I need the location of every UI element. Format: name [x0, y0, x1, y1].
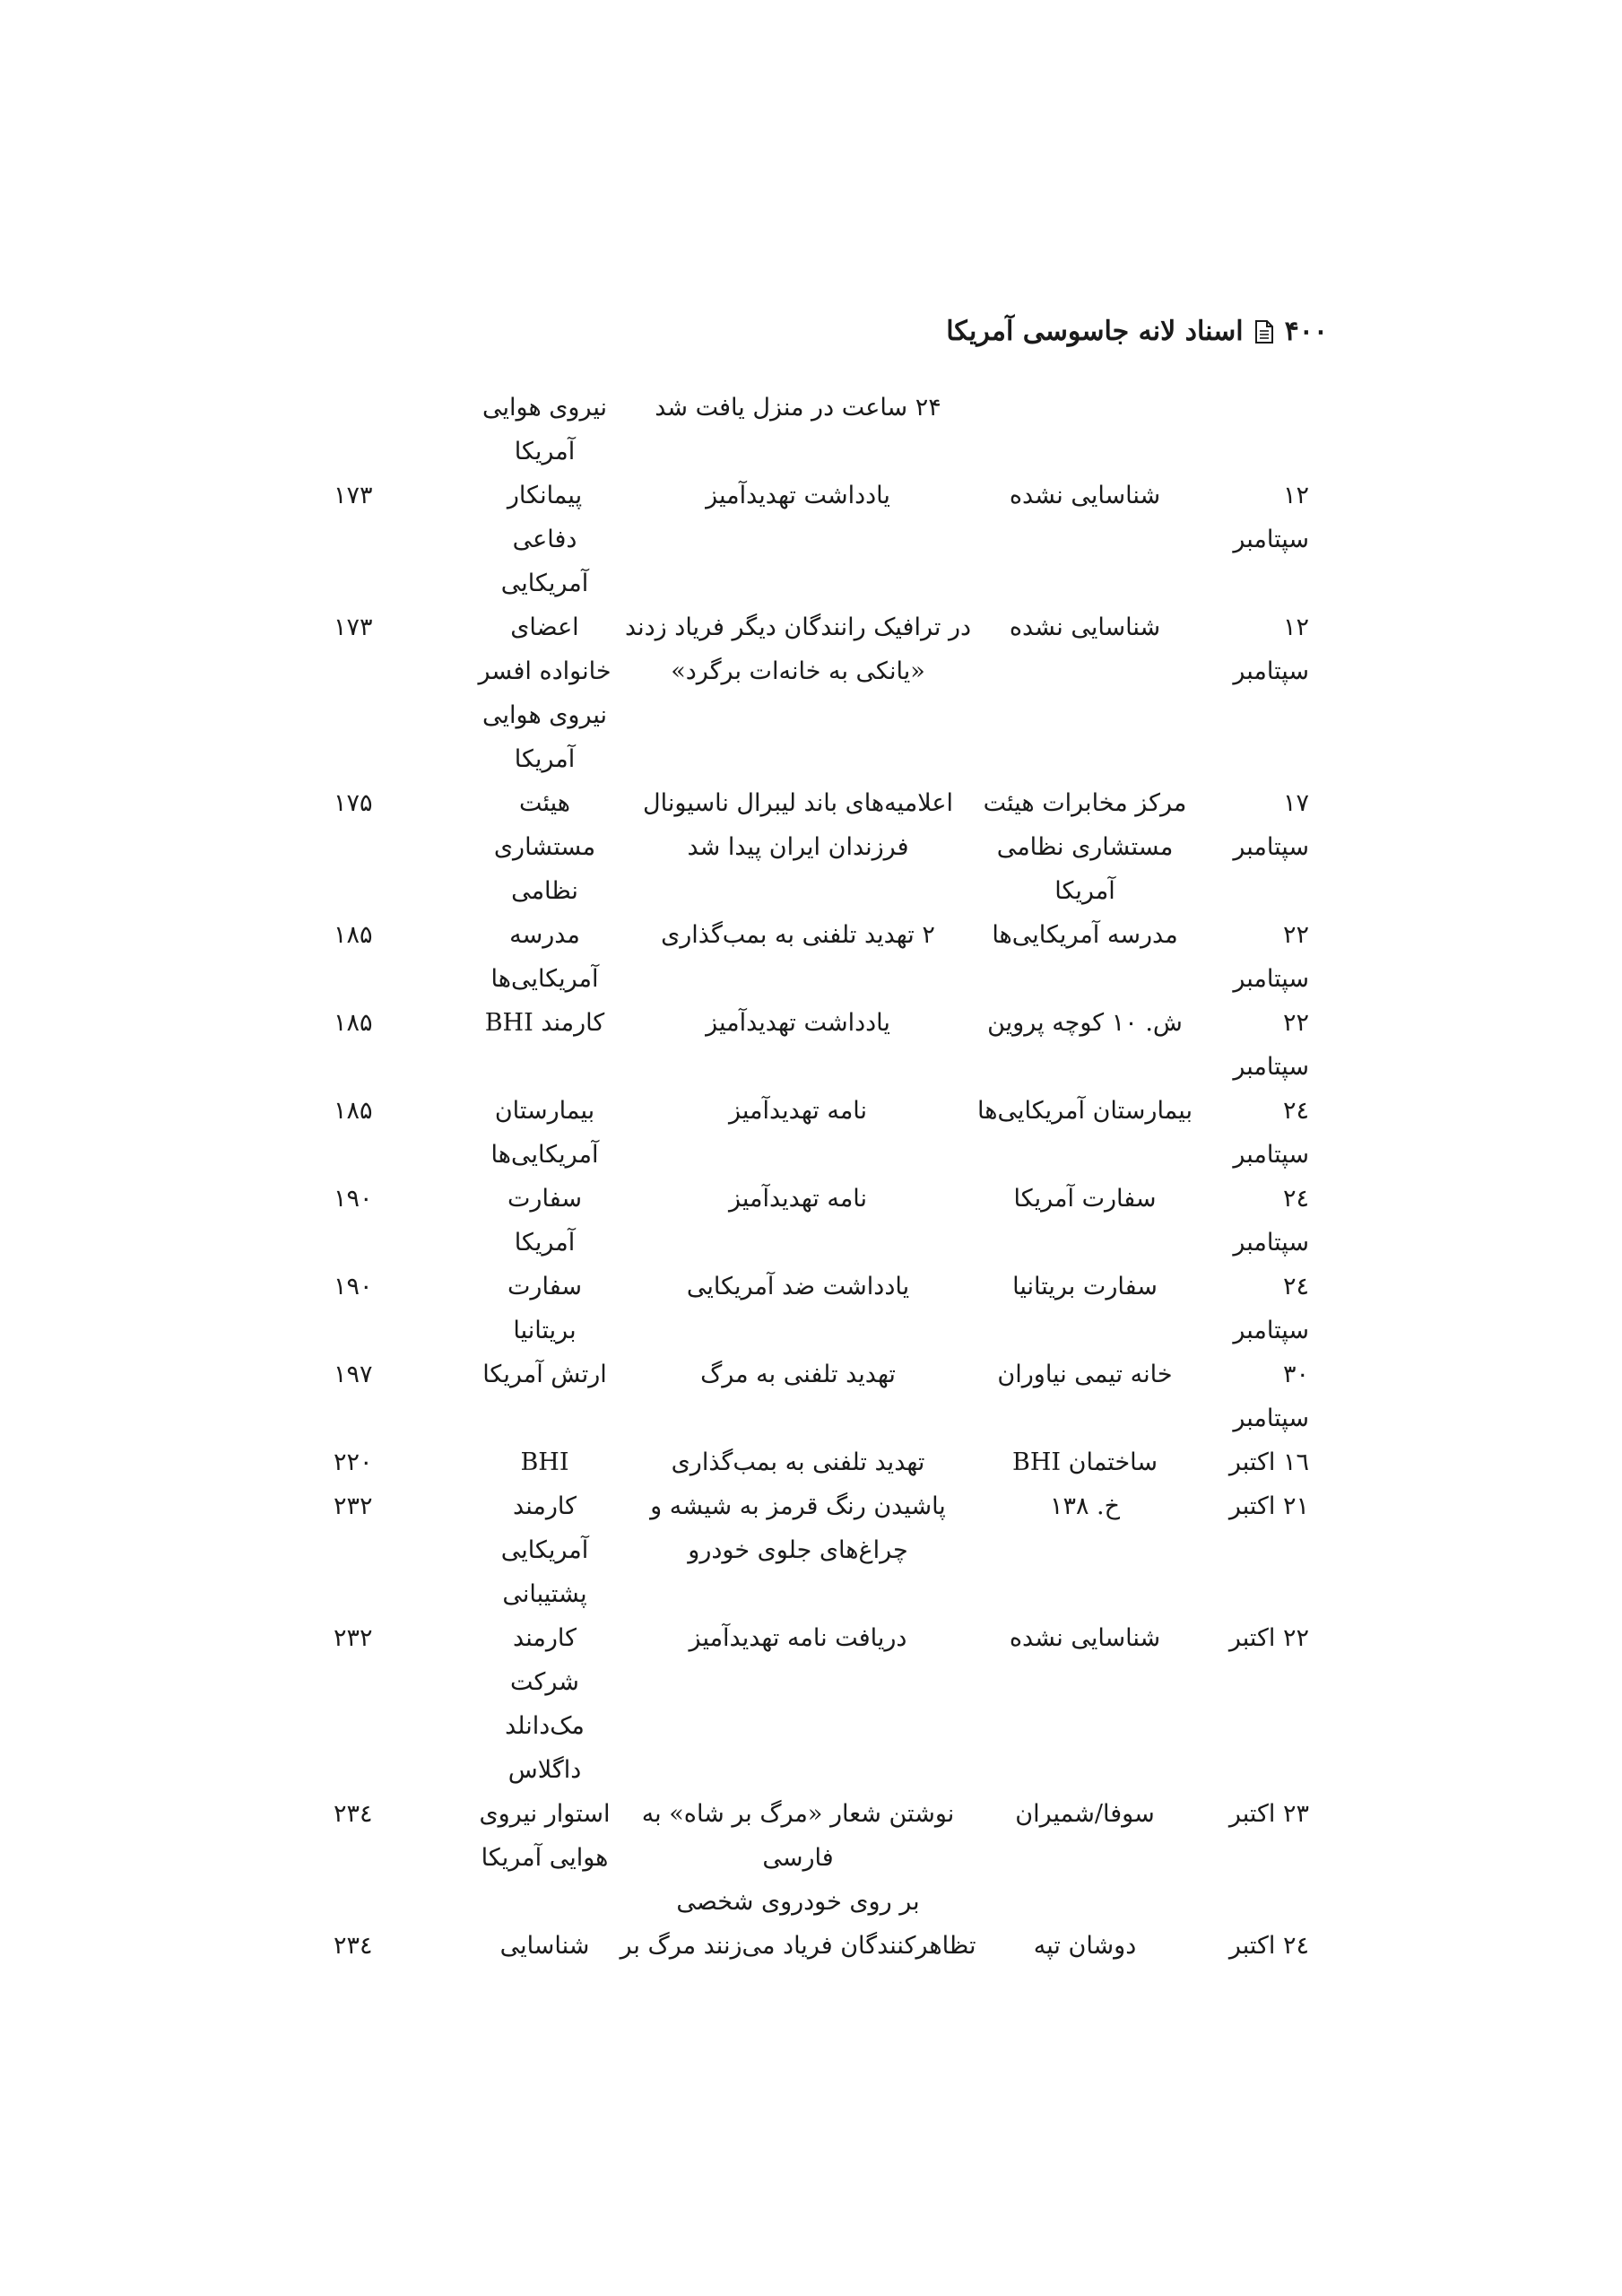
place-cell: خ. ۱۳۸ [1049, 1492, 1121, 1520]
description-cell: یادداشت ضد آمریکایی [686, 1273, 910, 1300]
description-cell: در ترافیک رانندگان دیگر فریاد زدند «یانکی به خانه‌ات برگرد» [624, 613, 972, 685]
description-cell: اعلامیه‌های باند لیبرال ناسیونال فرزندان ایران پیدا شد [643, 789, 953, 861]
table-row [314, 1792, 1309, 1924]
target-cell: اعضای خانواده افسر نیروی هوایی آمریکا [478, 613, 612, 773]
target-cell: نیروی هوایی آمریکا [481, 394, 608, 465]
page-number: ۴۰۰ [1284, 316, 1328, 347]
table-row [314, 474, 1309, 605]
place-cell: شناسایی نشده [1009, 613, 1161, 641]
date-cell: ۲٤ اکتبر [1228, 1932, 1309, 1960]
date-cell: ۲۲ اکتبر [1228, 1624, 1309, 1652]
page-ref-cell: ۲۳۲ [334, 1624, 373, 1652]
target-cell: مدرسه آمریکایی‌ها [490, 921, 599, 993]
table-row [314, 1440, 1309, 1484]
description-cell: تظاهرکنندگان فریاد می‌زنند مرگ بر [620, 1932, 976, 1960]
page-ref-cell: ۱۸۵ [334, 921, 373, 949]
description-cell: یادداشت تهدیدآمیز [706, 1009, 890, 1037]
page-ref-cell: ۱۷۵ [334, 789, 373, 817]
target-cell: کارمند شرکت مک‌دانلد داگلاس [505, 1624, 585, 1784]
page-ref-cell: ۲۳۲ [334, 1492, 373, 1520]
place-cell: سفارت آمریکا [1013, 1185, 1157, 1213]
description-cell: یادداشت تهدیدآمیز [706, 482, 890, 509]
target-cell: کارمند آمریکایی پشتیبانی [500, 1492, 589, 1608]
page-ref-cell: ۲۳٤ [334, 1800, 373, 1828]
date-cell: ۱۲ سپتامبر [1233, 613, 1309, 685]
table-row [314, 605, 1309, 781]
place-cell: شناسایی نشده [1009, 482, 1161, 509]
date-cell: ۲۲ سپتامبر [1233, 921, 1309, 993]
date-cell: ۱٦ اکتبر [1228, 1448, 1309, 1476]
target-cell: کارمند BHI [484, 1009, 605, 1037]
description-cell: تهدید تلفنی به مرگ [700, 1361, 896, 1388]
table-row [314, 1177, 1309, 1265]
page-ref-cell: ۱۷۳ [334, 482, 373, 509]
running-head [946, 316, 1328, 347]
target-cell: استوار نیروی هوایی آمریکا [479, 1800, 611, 1872]
date-cell: ۱۲ سپتامبر [1233, 482, 1309, 553]
place-cell: سفارت بریتانیا [1012, 1273, 1158, 1300]
target-cell: پیمانکار دفاعی آمریکایی [500, 482, 589, 597]
date-cell: ۲۲ سپتامبر [1233, 1009, 1309, 1081]
page-ref-cell: ۱۹۷ [334, 1361, 373, 1388]
description-cell: دریافت نامه تهدیدآمیز [689, 1624, 907, 1652]
page-ref-cell: ۱۸۵ [334, 1097, 373, 1125]
table-row [314, 1089, 1309, 1177]
target-cell: سفارت آمریکا [507, 1185, 582, 1257]
date-cell: ۲۳ اکتبر [1228, 1800, 1309, 1828]
target-cell: ارتش آمریکا [482, 1361, 607, 1388]
book-title: اسناد لانه جاسوسی آمریکا [946, 316, 1244, 347]
target-cell: شناسایی [499, 1932, 590, 1960]
page-ref-cell: ۱۸۵ [334, 1009, 373, 1037]
description-cell: تهدید تلفنی به بمب‌گذاری [671, 1448, 925, 1476]
place-cell: شناسایی نشده [1009, 1624, 1161, 1652]
place-cell: مدرسه آمریکایی‌ها [992, 921, 1178, 949]
table-row [314, 781, 1309, 913]
document-icon [1254, 320, 1274, 344]
table-row [314, 1616, 1309, 1792]
page-ref-cell: ۱۹۰ [334, 1273, 373, 1300]
place-cell: ساختمان BHI [1012, 1448, 1158, 1476]
place-cell: بیمارستان آمریکایی‌ها [977, 1097, 1193, 1125]
table-row [314, 386, 1309, 474]
page-ref-cell: ۱۷۳ [334, 613, 373, 641]
target-cell: بیمارستان آمریکایی‌ها [490, 1097, 599, 1169]
date-cell: ۱۷ سپتامبر [1233, 789, 1309, 861]
description-cell: پاشیدن رنگ قرمز به شیشه و چراغ‌های جلوی خودرو [650, 1492, 946, 1564]
target-cell: سفارت بریتانیا [507, 1273, 582, 1344]
table-row [314, 1352, 1309, 1440]
table-row [314, 1001, 1309, 1089]
table-row [314, 1265, 1309, 1352]
page-ref-cell: ۲۲۰ [334, 1448, 373, 1476]
target-cell: BHI [520, 1448, 569, 1476]
table-row [314, 1484, 1309, 1616]
incidents-table [314, 386, 1309, 1968]
page-ref-cell: ۲۳٤ [334, 1932, 373, 1960]
place-cell: سوفا/شمیران [1015, 1800, 1155, 1828]
date-cell: ۳۰ سپتامبر [1233, 1361, 1309, 1432]
date-cell: ۲٤ سپتامبر [1233, 1273, 1309, 1344]
table-row [314, 913, 1309, 1001]
place-cell: خانه تیمی نیاوران [997, 1361, 1173, 1388]
place-cell: دوشان تپه [1033, 1932, 1137, 1960]
date-cell: ۲٤ سپتامبر [1233, 1097, 1309, 1169]
target-cell: هیئت مستشاری نظامی [493, 789, 596, 905]
page-ref-cell: ۱۹۰ [334, 1185, 373, 1213]
description-cell: ۲ تهدید تلفنی به بمب‌گذاری [661, 921, 935, 949]
table-row [314, 1924, 1309, 1968]
date-cell: ۲٤ سپتامبر [1233, 1185, 1309, 1257]
description-cell: نامه تهدیدآمیز [728, 1185, 868, 1213]
place-cell: ش. ۱۰ کوچه پروین [987, 1009, 1183, 1037]
date-cell: ۲۱ اکتبر [1228, 1492, 1309, 1520]
description-cell: نامه تهدیدآمیز [728, 1097, 868, 1125]
description-cell: نوشتن شعار «مرگ بر شاه» به فارسی بر روی خودروی شخصی [641, 1800, 955, 1916]
description-cell: ۲۴ ساعت در منزل یافت شد [655, 394, 941, 422]
place-cell: مرکز مخابرات هیئت مستشاری نظامی آمریکا [983, 789, 1187, 905]
